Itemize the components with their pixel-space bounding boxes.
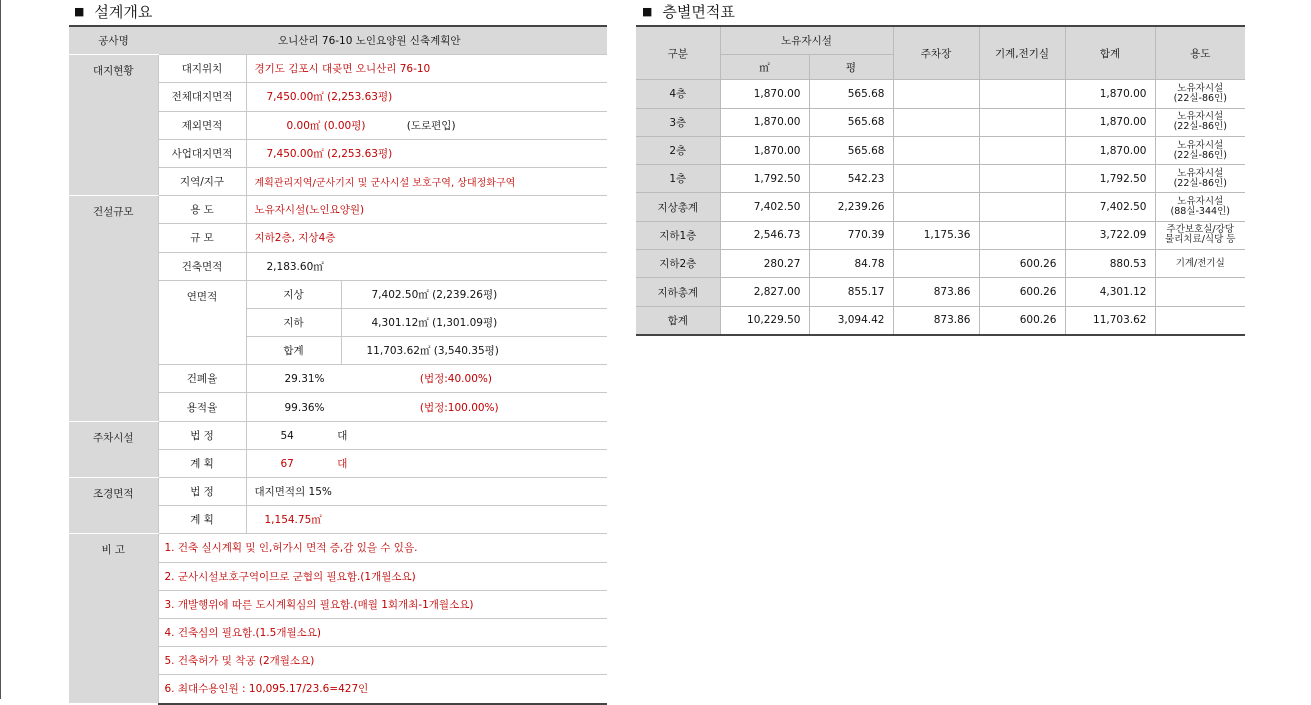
welfare-pyeong-cell: 2,239.26 — [809, 193, 893, 221]
machine-room-cell: 600.26 — [979, 250, 1065, 278]
floor-area-table — [636, 25, 1245, 336]
floor-name-cell: 4층 — [636, 80, 720, 108]
gross-floor-area-label: 연면적 — [158, 280, 246, 365]
site-total-label: 전체대지면적 — [158, 83, 246, 111]
parking-area-cell — [893, 193, 979, 221]
use-line-2: (22실-86인) — [1173, 92, 1227, 104]
remark-row — [69, 534, 607, 562]
welfare-pyeong-cell: 565.68 — [809, 80, 893, 108]
welfare-pyeong-cell: 3,094.42 — [809, 306, 893, 335]
square-bullet-icon: ■ — [642, 5, 653, 18]
remark-item: 6. 최대수용인원 : 10,095.17/23.6=427인 — [158, 675, 607, 704]
floor-area-title-text: 층별면적표 — [662, 3, 735, 21]
welfare-sqm-cell: 10,229.50 — [720, 306, 809, 335]
project-row — [69, 26, 607, 55]
remark-item: 4. 건축심의 필요함.(1.5개월소요) — [158, 618, 607, 646]
parking-area-cell — [893, 80, 979, 108]
square-bullet-icon: ■ — [74, 5, 85, 18]
scale-use-row — [69, 196, 607, 224]
machine-room-cell — [979, 221, 1065, 249]
use-line-2: (22실-86인) — [1173, 149, 1227, 161]
parking-plan-cell — [246, 449, 607, 477]
parking-plan-value: 67 — [280, 457, 294, 470]
use-cell — [1155, 250, 1245, 278]
total-area-cell: 3,722.09 — [1065, 221, 1155, 249]
floor-name-cell: 3층 — [636, 108, 720, 136]
use-cell — [1155, 221, 1245, 249]
total-area-cell: 7,402.50 — [1065, 193, 1155, 221]
site-business-label: 사업대지면적 — [158, 139, 246, 167]
parking-area-cell — [893, 108, 979, 136]
parking-legal-cell — [246, 421, 607, 449]
site-zone-label: 지역/지구 — [158, 167, 246, 195]
use-line-2: (88실-344인) — [1170, 206, 1230, 218]
parking-plan-unit: 대 — [337, 457, 348, 470]
site-excluded-label: 제외면적 — [158, 111, 246, 139]
use-line-1: 기계/전기실 — [1175, 257, 1225, 269]
floor-area-section-title — [642, 1, 735, 22]
site-zone-value: 계획관리지역/군사기지 및 군사시설 보호구역, 상대정화구역 — [246, 167, 607, 195]
site-excluded-value: 0.00㎡ (0.00평) — [286, 119, 366, 132]
machine-room-cell — [979, 165, 1065, 193]
parking-area-cell: 1,175.36 — [893, 221, 979, 249]
scale-size-value: 지하2층, 지상4층 — [246, 224, 607, 252]
floor-table-header-row — [636, 26, 1245, 55]
floor-row — [636, 80, 1245, 108]
total-area-cell: 880.53 — [1065, 250, 1155, 278]
bcr-legal: (법정:40.00%) — [419, 373, 492, 386]
welfare-pyeong-cell: 565.68 — [809, 108, 893, 136]
parking-legal-label: 법 정 — [158, 421, 246, 449]
remark-item: 1. 건축 실시계획 및 인,허가시 면적 증,감 있을 수 있음. — [158, 534, 607, 562]
use-line-1: 주간보호실/강당 — [1166, 224, 1234, 236]
site-status-category: 대지현황 — [69, 55, 158, 196]
parking-legal-value: 54 — [280, 429, 294, 442]
floor-table-body — [636, 80, 1245, 335]
welfare-sqm-cell: 1,870.00 — [720, 136, 809, 164]
use-cell — [1155, 136, 1245, 164]
floor-row — [636, 306, 1245, 335]
header-parking: 주차장 — [893, 26, 979, 80]
floor-row — [636, 136, 1245, 164]
use-line-1: 노유자시설 — [1177, 196, 1224, 208]
welfare-sqm-cell: 7,402.50 — [720, 193, 809, 221]
landscape-legal-label: 법 정 — [158, 478, 246, 506]
far-legal: (법정:100.00%) — [419, 401, 499, 414]
landscape-category: 조경면적 — [69, 478, 158, 534]
floor-row — [636, 193, 1245, 221]
use-cell — [1155, 278, 1245, 306]
header-division: 구분 — [636, 26, 720, 80]
floor-row — [636, 250, 1245, 278]
overview-title-text: 설계개요 — [94, 3, 153, 21]
overview-section-title — [74, 1, 152, 22]
machine-room-cell: 600.26 — [979, 278, 1065, 306]
remarks-category: 비 고 — [69, 534, 158, 704]
header-pyeong: 평 — [809, 55, 893, 80]
gfa-total-value: 11,703.62㎡ (3,540.35평) — [341, 337, 607, 365]
use-cell — [1155, 108, 1245, 136]
total-area-cell: 1,792.50 — [1065, 165, 1155, 193]
header-total: 합계 — [1065, 26, 1155, 80]
floor-name-cell: 2층 — [636, 136, 720, 164]
use-line-1: 노유자시설 — [1177, 139, 1224, 151]
building-area-label: 건축면적 — [158, 252, 246, 280]
remark-item: 2. 군사시설보호구역이므로 군협의 필요함.(1개월소요) — [158, 562, 607, 590]
bcr-label: 건폐율 — [158, 365, 246, 393]
far-cell — [246, 393, 607, 421]
site-total-value: 7,450.00㎡ (2,253.63평) — [246, 83, 607, 111]
site-location-label: 대지위치 — [158, 55, 246, 83]
header-welfare-facility: 노유자시설 — [720, 26, 893, 55]
use-line-1: 노유자시설 — [1177, 111, 1224, 123]
use-cell — [1155, 165, 1245, 193]
header-sqm: ㎡ — [720, 55, 809, 80]
total-area-cell: 4,301.12 — [1065, 278, 1155, 306]
landscape-plan-label: 계 획 — [158, 506, 246, 534]
parking-area-cell — [893, 165, 979, 193]
welfare-sqm-cell: 2,827.00 — [720, 278, 809, 306]
welfare-pyeong-cell: 855.17 — [809, 278, 893, 306]
gfa-total-label: 합계 — [246, 337, 341, 365]
parking-category: 주차시설 — [69, 421, 158, 477]
total-area-cell: 11,703.62 — [1065, 306, 1155, 335]
welfare-pyeong-cell: 84.78 — [809, 250, 893, 278]
welfare-sqm-cell: 2,546.73 — [720, 221, 809, 249]
parking-legal-row — [69, 421, 607, 449]
scale-use-value: 노유자시설(노인요양원) — [246, 196, 607, 224]
use-cell — [1155, 193, 1245, 221]
remark-item: 3. 개발행위에 따른 도시계획심의 필요함.(매월 1회개최-1개월소요) — [158, 590, 607, 618]
landscape-legal-value: 대지면적의 15% — [246, 478, 607, 506]
total-area-cell: 1,870.00 — [1065, 80, 1155, 108]
floor-name-cell: 지상총계 — [636, 193, 720, 221]
construction-scale-category: 건설규모 — [69, 196, 158, 422]
parking-area-cell: 873.86 — [893, 278, 979, 306]
project-name-value: 오니산리 76-10 노인요양원 신축계획안 — [158, 26, 607, 55]
total-area-cell: 1,870.00 — [1065, 108, 1155, 136]
site-location-row — [69, 55, 607, 83]
welfare-pyeong-cell: 770.39 — [809, 221, 893, 249]
parking-area-cell: 873.86 — [893, 306, 979, 335]
gfa-below-label: 지하 — [246, 308, 341, 336]
floor-row — [636, 221, 1245, 249]
floor-row — [636, 108, 1245, 136]
use-line-1: 노유자시설 — [1177, 82, 1224, 94]
welfare-sqm-cell: 1,870.00 — [720, 108, 809, 136]
header-use: 용도 — [1155, 26, 1245, 80]
parking-legal-unit: 대 — [337, 429, 348, 442]
use-cell — [1155, 80, 1245, 108]
floor-row — [636, 165, 1245, 193]
landscape-legal-row — [69, 478, 607, 506]
parking-plan-label: 계 획 — [158, 449, 246, 477]
welfare-pyeong-cell: 542.23 — [809, 165, 893, 193]
far-label: 용적율 — [158, 393, 246, 421]
machine-room-cell — [979, 80, 1065, 108]
machine-room-cell — [979, 108, 1065, 136]
landscape-plan-value: 1,154.75㎡ — [246, 506, 607, 534]
floor-name-cell: 지하1층 — [636, 221, 720, 249]
bcr-cell — [246, 365, 607, 393]
machine-room-cell — [979, 136, 1065, 164]
total-area-cell: 1,870.00 — [1065, 136, 1155, 164]
project-name-label: 공사명 — [69, 26, 158, 55]
far-value: 99.36% — [284, 401, 325, 414]
floor-name-cell: 1층 — [636, 165, 720, 193]
gfa-below-value: 4,301.12㎡ (1,301.09평) — [341, 308, 607, 336]
bcr-value: 29.31% — [284, 373, 325, 386]
building-area-value: 2,183.60㎡ — [246, 252, 607, 280]
left-border-line — [0, 0, 1, 699]
gfa-above-value: 7,402.50㎡ (2,239.26평) — [341, 280, 607, 308]
site-excluded-cell — [246, 111, 607, 139]
parking-area-cell — [893, 250, 979, 278]
use-line-2: 물리치료/식당 등 — [1165, 234, 1236, 246]
header-machine-room: 기계,전기실 — [979, 26, 1065, 80]
use-line-2: (22실-86인) — [1173, 121, 1227, 133]
site-business-value: 7,450.00㎡ (2,253.63평) — [246, 139, 607, 167]
use-line-1: 노유자시설 — [1177, 167, 1224, 179]
site-location-value: 경기도 김포시 대곶면 오니산리 76-10 — [246, 55, 607, 83]
remark-item: 5. 건축허가 및 착공 (2개월소요) — [158, 647, 607, 675]
floor-row — [636, 278, 1245, 306]
use-line-2: (22실-86인) — [1173, 177, 1227, 189]
welfare-pyeong-cell: 565.68 — [809, 136, 893, 164]
machine-room-cell: 600.26 — [979, 306, 1065, 335]
use-cell — [1155, 306, 1245, 335]
scale-use-label: 용 도 — [158, 196, 246, 224]
welfare-sqm-cell: 280.27 — [720, 250, 809, 278]
floor-name-cell: 지하총계 — [636, 278, 720, 306]
site-excluded-note: (도로편입) — [406, 119, 456, 132]
floor-name-cell: 합계 — [636, 306, 720, 335]
gfa-above-label: 지상 — [246, 280, 341, 308]
machine-room-cell — [979, 193, 1065, 221]
design-overview-table — [69, 25, 607, 705]
welfare-sqm-cell: 1,792.50 — [720, 165, 809, 193]
parking-area-cell — [893, 136, 979, 164]
welfare-sqm-cell: 1,870.00 — [720, 80, 809, 108]
floor-name-cell: 지하2층 — [636, 250, 720, 278]
scale-size-label: 규 모 — [158, 224, 246, 252]
